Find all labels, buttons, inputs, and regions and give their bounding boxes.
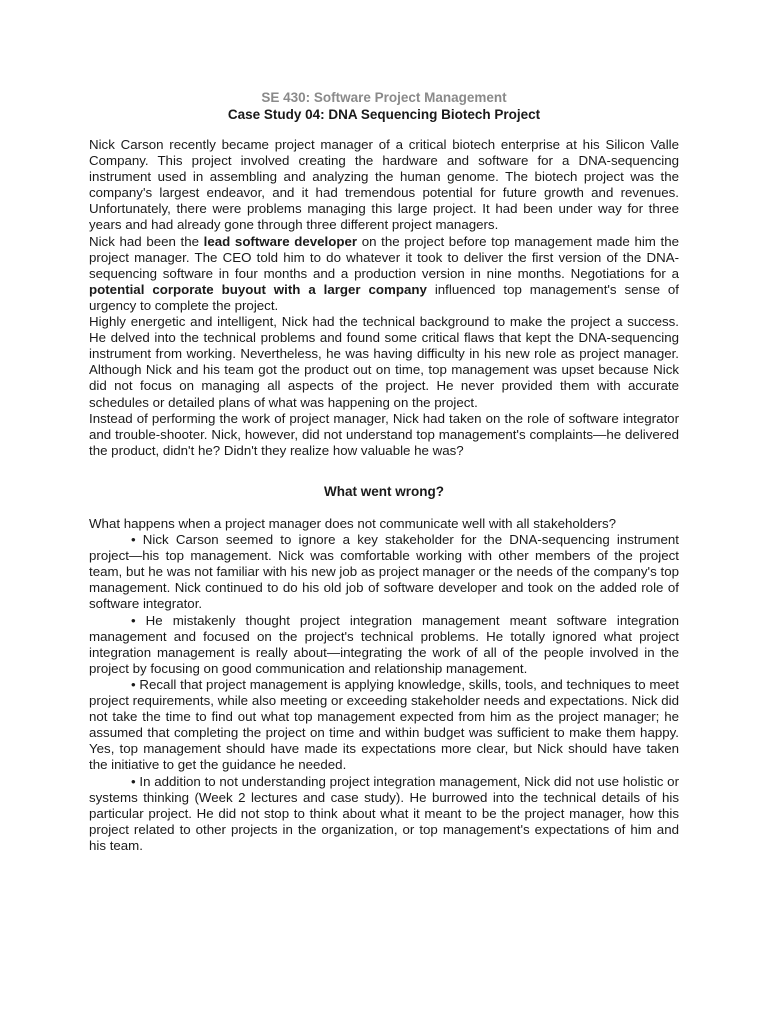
bullet-paragraph-2: • He mistakenly thought project integration management meant software integration management and focused on the project's technical problems. He totally ignored what project integration management is really about—integrating the work of all of the people involved in the project by focusing on good communication and relationship management. — [89, 612, 679, 676]
p2-text-middle: on the project before top management made him the project manager. The CEO told him to do whatever it took to deliver the first version of the DNA-sequencing software in four months and a production version in nine months. Negotiations for a — [89, 233, 679, 281]
intro-paragraph-1: Nick Carson recently became project manager of a critical biotech enterprise at his Silicon Valle Company. This project involved creating the hardware and software for a DNA-sequencing instrument used in assembling and analyzing the human genome. The biotech project was the company's largest endeavor, and it had tremendous potential for future growth and revenues. Unfortunately, there were problems managing this large project. It had been under way for three years and had already gone through three different project managers. — [89, 137, 679, 233]
intro-paragraph-3: Highly energetic and intelligent, Nick had the technical background to make the project a success. He delved into the technical problems and found some critical flaws that kept the DNA-sequencing instrument from working. Nevertheless, he was having difficulty in his new role as project manager. Although Nick and his team got the product out on time, top management was upset because Nick did not focus on managing all aspects of the project. He never provided them with accurate schedules or detailed plans of what was happening on the project. — [89, 314, 679, 410]
p2-text-end: influenced top management's sense of urgency to complete the project. — [89, 281, 679, 313]
section-heading: What went wrong? — [324, 484, 444, 499]
what-went-wrong-section — [89, 516, 679, 854]
bullet-paragraph-4: • In addition to not understanding project integration management, Nick did not use holistic or systems thinking (Week 2 lectures and case study). He burrowed into the technical details of his particular project. He did not stop to think about what it meant to be the project manager, how this project related to other projects in the organization, or top management's expectations of him and his team. — [89, 773, 679, 853]
bullet-paragraph-1: • Nick Carson seemed to ignore a key stakeholder for the DNA-sequencing instrument project—his top management. Nick was comfortable working with other members of the project team, but he was not familiar with his new job as project manager or the needs of the company's top management. Nick continued to do his old job of software developer and took on the added role of software integrator. — [89, 532, 679, 612]
p2-text-start: Nick had been the — [89, 233, 204, 249]
intro-paragraph-4: Instead of performing the work of project manager, Nick had taken on the role of software integrator and trouble-shooter. Nick, however, did not understand top management's complaints—he delivered the product, didn't he? Didn't they realize how valuable he was? — [89, 410, 679, 458]
intro-paragraph-2 — [89, 234, 679, 314]
case-study-title: Case Study 04: DNA Sequencing Biotech Project — [227, 107, 541, 122]
section-question: What happens when a project manager does not communicate well with all stakeholders? — [89, 516, 616, 531]
p2-bold-buyout: potential corporate buyout with a larger company — [89, 281, 427, 297]
course-title: SE 430: Software Project Management — [261, 90, 507, 105]
bullet-paragraph-3: • Recall that project management is applying knowledge, skills, tools, and techniques to meet project requirements, while also meeting or exceeding stakeholder needs and expectations. Nick did not take the time to find out what top management expected from him as the project manager; he assumed that completing the project on time and within budget was sufficient to make them happy. Yes, top management should have made its expectations more clear, but Nick should have taken the initiative to get the guidance he needed. — [89, 676, 679, 773]
p2-bold-role: lead software developer — [203, 233, 358, 249]
intro-section — [89, 137, 679, 459]
